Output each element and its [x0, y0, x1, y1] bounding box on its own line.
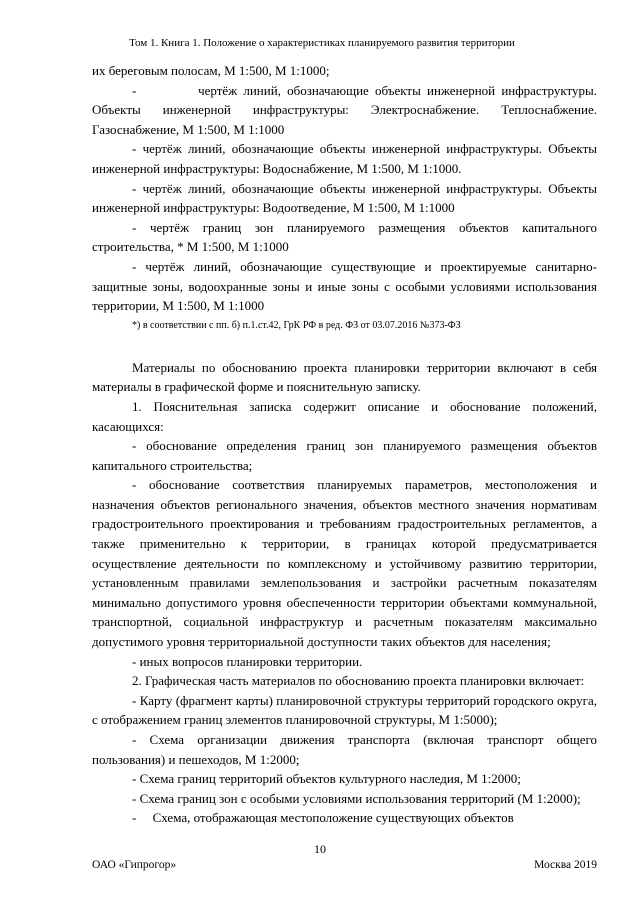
list-item: - Карту (фрагмент карты) планировочной структуры территорий городского округа, с отображением границ элементов планировочной структуры, М 1:5000);: [92, 692, 597, 728]
list-item: - обоснование определения границ зон планируемого размещения объектов капитального строительства;: [92, 438, 597, 473]
footnote: *) в соответствии с пп. б) п.1.ст.42, ГрК РФ в ред. ФЗ от 03.07.2016 №373-ФЗ: [132, 319, 461, 331]
list-item: - иных вопросов планировки территории.: [132, 653, 363, 669]
list-item: - чертёж границ зон планируемого размещения объектов капитального строительства, * М 1:500, М 1:1000: [92, 219, 597, 255]
list-item: - чертёж линий, обозначающие объекты инженерной инфраструктуры. Объекты инженерной инфраструктуры: Водоснабжение, М 1:500, М 1:1000.: [92, 141, 597, 176]
list-item: - чертёж линий, обозначающие объекты инженерной инфраструктуры. Объекты инженерной инфраструктуры: Водоотведение, М 1:500, М 1:1000: [92, 180, 597, 216]
list-item: - Схема границ зон с особыми условиями использования территорий (М 1:2000);: [132, 790, 581, 806]
list-item: - чертёж линий, обозначающие объекты инженерной инфраструктуры. Объекты инженерной инфраструктуры: Электроснабжение. Теплоснабжение. Газоснабжение, М 1:500, М 1:1000: [92, 82, 597, 137]
list-item: - обоснование соответствия планируемых параметров, местоположения и назначения объектов регионального значения, объектов местного значения нормативам градостроительного проектирования и требованиям градостроительных регламентов, а также применительно к территории, в границах которой предусматривается осуществление деятельности по комплексному и устойчивому развитию территории, установленным правилами землепользования и застройки расчетным показателям минимально допустимого уровня обеспеченности территории объектами коммунальной, транспортной, социальной инфраструктур и расчетным показателям максимально допустимого уровня территориальной доступности таких объектов для населения;: [92, 477, 597, 650]
document-body: [92, 61, 597, 828]
footer-organization: ОАО «Гипрогор»: [92, 859, 177, 871]
list-item: - чертёж линий, обозначающие существующие и проектируемые санитарно-защитные зоны, водоохранные зоны и иные зоны с особыми условиями использования территории, М 1:500, М 1:1000: [92, 258, 597, 314]
list-item: - Схема, отображающая местоположение существующих объектов: [132, 810, 514, 826]
list-item: - Схема границ территорий объектов культурного наследия, М 1:2000;: [132, 771, 521, 787]
list-item: - Схема организации движения транспорта (включая транспорт общего пользования) и пешеходов, М 1:2000;: [92, 732, 597, 767]
section-heading: 1. Пояснительная записка содержит описание и обоснование положений, касающихся:: [92, 398, 597, 434]
footer-location-year: Москва 2019: [534, 859, 597, 871]
section-heading: 2. Графическая часть материалов по обоснованию проекта планировки включает:: [132, 673, 585, 689]
paragraph: их береговым полосам, М 1:500, М 1:1000;: [92, 63, 330, 78]
page-number: 10: [314, 842, 326, 856]
paragraph: Материалы по обоснованию проекта планировки территории включают в себя материалы в графической форме и пояснительную записку.: [92, 359, 597, 395]
running-header: Том 1. Книга 1. Положение о характеристиках планируемого развития территории: [129, 37, 515, 49]
